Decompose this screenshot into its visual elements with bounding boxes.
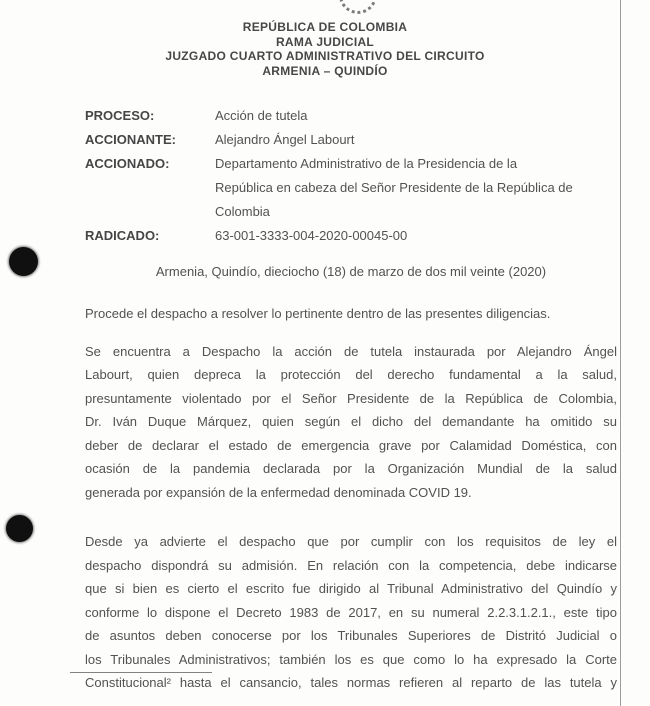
text-line: Labourt, quien depreca la protección del derecho fundamental a la salud, bbox=[85, 367, 617, 382]
text-line: 63-001-3333-004-2020-00045-00 bbox=[215, 228, 408, 243]
text-line: generada por expansión de la enfermedad denominada COVID 19. bbox=[85, 484, 472, 500]
body-paragraph-3 bbox=[85, 530, 617, 695]
header-city: ARMENIA – QUINDÍO bbox=[262, 63, 388, 78]
header-branch: RAMA JUDICIAL bbox=[275, 34, 375, 49]
text-line: Acción de tutela bbox=[215, 108, 308, 123]
field-value-accionado bbox=[215, 152, 617, 224]
footnote-separator-rule bbox=[70, 672, 212, 673]
field-value-accionante bbox=[215, 128, 617, 152]
text-line: presuntamente violentado por el Señor Presidente de la República de Colombia, bbox=[85, 390, 617, 406]
document-header bbox=[0, 0, 650, 78]
text-line: Procede el despacho a resolver lo pertinente dentro de las presentes diligencias. bbox=[85, 306, 551, 321]
field-label-radicado: RADICADO: bbox=[85, 228, 160, 243]
field-row-radicado bbox=[85, 224, 617, 248]
text-line: deber de declarar el estado de emergencia grave por Calamidad Doméstica, con bbox=[85, 437, 617, 453]
text-line: Departamento Administrativo de la Presidencia de la bbox=[215, 156, 518, 171]
date-line: Armenia, Quindío, dieciocho (18) de marzo de dos mil veinte (2020) bbox=[155, 264, 547, 279]
text-line: los Tribunales Administrativos; también los es que como lo ha expresado la Corte bbox=[85, 651, 617, 667]
text-line: conforme lo dispone el Decreto 1983 de 2017, en su numeral 2.2.3.1.2.1., este tipo bbox=[85, 604, 617, 620]
field-label-accionante: ACCIONANTE: bbox=[85, 132, 176, 147]
body-paragraph-1 bbox=[85, 302, 617, 326]
field-row-accionante bbox=[85, 128, 617, 152]
field-value-radicado bbox=[215, 224, 617, 248]
body-paragraph-2 bbox=[85, 340, 617, 505]
punch-hole-bottom bbox=[6, 515, 33, 542]
text-line: Constitucional² hasta el cansancio, tales normas refieren al reparto de las tutela y bbox=[85, 675, 617, 690]
text-line: Colombia bbox=[215, 204, 270, 219]
text-line: República en cabeza del Señor Presidente de la República de bbox=[215, 180, 573, 195]
header-republic: REPÚBLICA DE COLOMBIA bbox=[242, 20, 408, 34]
text-line: que si bien es cierto el escrito fue dirigido al Tribunal Administrativo del Quindío y bbox=[85, 581, 617, 596]
text-line: Dr. Iván Duque Márquez, quien según el dicho del demandante ha omitido su bbox=[85, 414, 617, 429]
text-line: de asuntos deben conocerse por los Tribunales Superiores de Distritó Judicial o bbox=[85, 628, 617, 643]
text-line: Desde ya advierte el despacho que por cumplir con los requisitos de ley el bbox=[85, 534, 617, 549]
field-value-proceso bbox=[215, 104, 617, 128]
field-row-accionado bbox=[85, 152, 617, 224]
text-line: ocasión de la pandemia declarada por la Organización Mundial de la salud bbox=[85, 461, 617, 476]
scan-page-edge-line bbox=[620, 0, 621, 706]
case-fields bbox=[85, 104, 617, 248]
header-court: JUZGADO CUARTO ADMINISTRATIVO DEL CIRCUITO bbox=[165, 49, 485, 63]
text-line: despacho dispondrá su admisión. En relación con la competencia, debe indicarse bbox=[85, 557, 617, 573]
text-line: Se encuentra a Despacho la acción de tutela instaurada por Alejandro Ángel bbox=[85, 343, 617, 359]
field-row-proceso bbox=[85, 104, 617, 128]
field-label-proceso: PROCESO: bbox=[85, 108, 155, 123]
text-line: Alejandro Ángel Labourt bbox=[215, 132, 355, 147]
punch-hole-top bbox=[9, 247, 38, 276]
field-label-accionado: ACCIONADO: bbox=[85, 156, 170, 171]
